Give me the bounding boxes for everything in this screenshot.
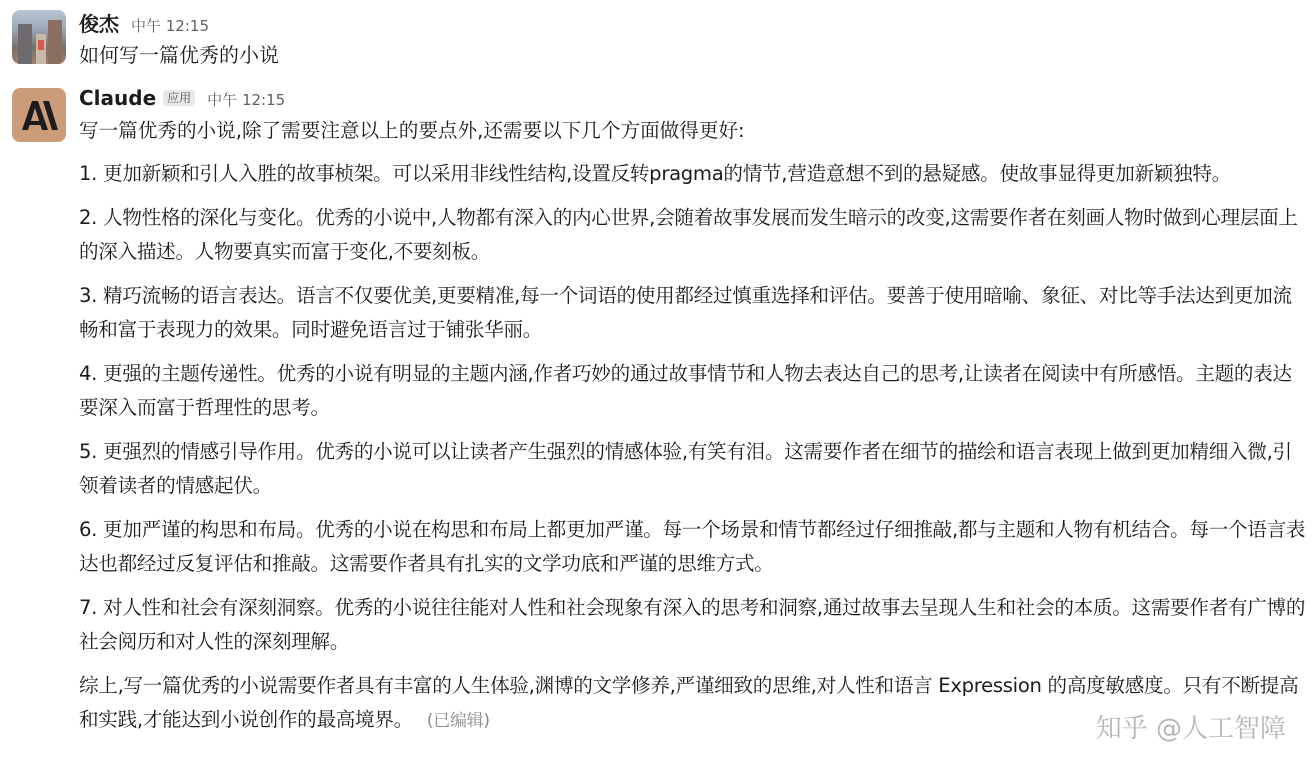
sender-name[interactable]: Claude (79, 86, 157, 110)
app-badge: 应用 (163, 90, 195, 106)
watermark: 知乎 @人工智障 (1095, 714, 1286, 744)
list-item: 4. 更强的主题传递性。优秀的小说有明显的主题内涵,作者巧妙的通过故事情节和人物去表达自己的思考,让读者在阅读中有所感悟。主题的表达要深入而富于哲理性的思考。 (79, 362, 1292, 419)
message-text: 如何写一篇优秀的小说 (79, 43, 279, 67)
message-timestamp[interactable]: 中午 12:15 (207, 91, 286, 109)
list-item: 7. 对人性和社会有深刻洞察。优秀的小说往往能对人性和社会现象有深入的思考和洞察,通过故事去呈现人生和社会的本质。这需要作者有广博的社会阅历和对人性的深刻理解。 (79, 596, 1306, 653)
summary-paragraph (79, 669, 1310, 738)
sender-name[interactable]: 俊杰 (79, 12, 119, 36)
list-item: 5. 更强烈的情感引导作用。优秀的小说可以让读者产生强烈的情感体验,有笑有泪。这需要作者在细节的描绘和语言表现上做到更加精细入微,引领着读者的情感起伏。 (79, 440, 1292, 497)
message-intro: 写一篇优秀的小说,除了需要注意以上的要点外,还需要以下几个方面做得更好: (79, 119, 745, 142)
list-item: 3. 精巧流畅的语言表达。语言不仅要优美,更要精准,每一个词语的使用都经过慎重选择和评估。要善于使用暗喻、象征、对比等手法达到更加流畅和富于表现力的效果。同时避免语言过于铺张华丽。 (79, 284, 1292, 341)
list-item: 2. 人物性格的深化与变化。优秀的小说中,人物都有深入的内心世界,会随着故事发展而发生暗示的改变,这需要作者在刻画人物时做到心理层面上的深入描述。人物要真实而富于变化,不要刻板。 (79, 206, 1298, 263)
list-item: 6. 更加严谨的构思和布局。优秀的小说在构思和布局上都更加严谨。每一个场景和情节都经过仔细推敲,都与主题和人物有机结合。每一个语言表达也都经过反复评估和推敲。这需要作者具有扎实的文学功底和严谨的思维方式。 (79, 518, 1306, 575)
user-avatar[interactable] (12, 10, 66, 64)
summary-text: 综上,写一篇优秀的小说需要作者具有丰富的人生体验,渊博的文学修养,严谨细致的思维,对人性和语言 Expression 的高度敏感度。只有不断提高和实践,才能达到小说创作的最高境界。 (79, 674, 1299, 731)
list-item: 1. 更加新颖和引人入胜的故事桢架。可以采用非线性结构,设置反转pragma的情节,营造意想不到的悬疑感。使故事显得更加新颖独特。 (79, 162, 1231, 185)
edited-label: (已编辑) (426, 711, 490, 731)
claude-avatar[interactable] (12, 88, 66, 142)
message-timestamp[interactable]: 中午 12:15 (131, 17, 209, 35)
anthropic-logo-icon (19, 98, 59, 132)
